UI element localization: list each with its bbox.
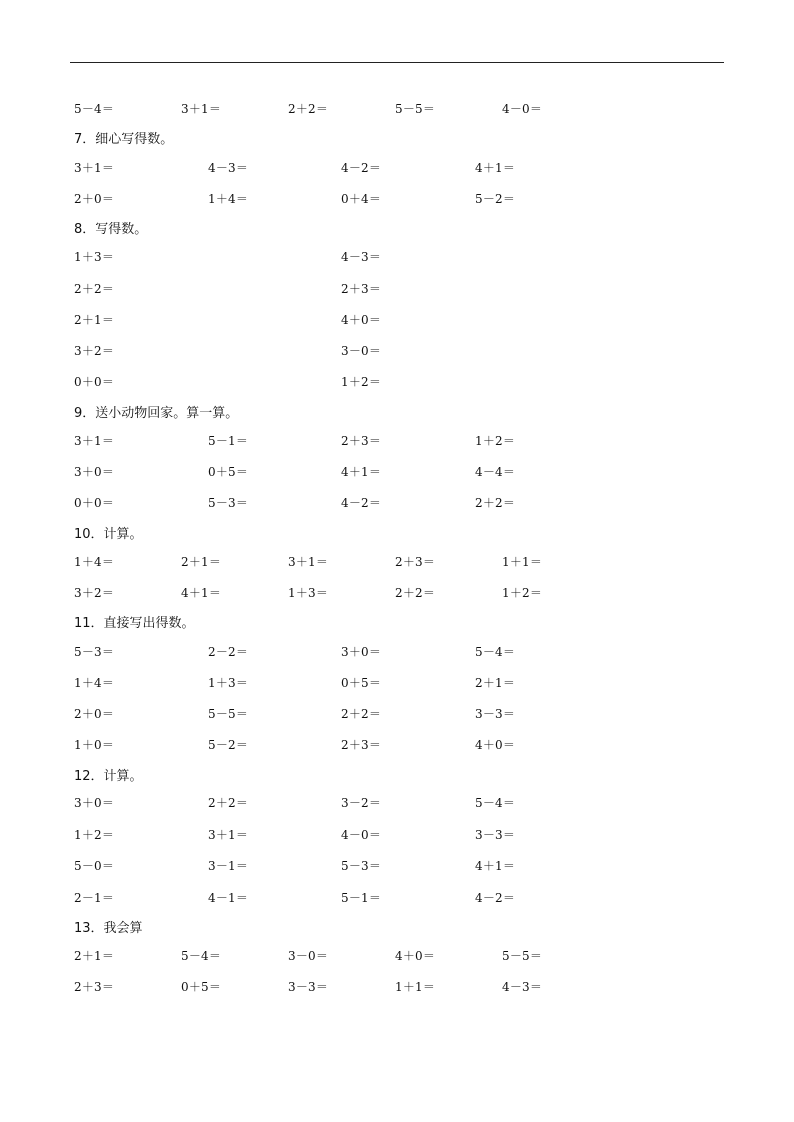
- math-problem: 5－5＝: [208, 707, 249, 721]
- math-problem: 3＋1＝: [181, 102, 222, 116]
- math-problem: 1＋2＝: [74, 828, 115, 842]
- math-problem: 4＋0＝: [341, 313, 382, 327]
- math-problem: 3＋1＝: [74, 434, 115, 448]
- math-problem: 4－0＝: [502, 102, 543, 116]
- math-problem: 3－0＝: [341, 344, 382, 358]
- math-problem: 5－3＝: [74, 645, 115, 659]
- math-problem: 2＋1＝: [74, 313, 115, 327]
- math-problem: 2＋2＝: [475, 496, 516, 510]
- math-problem: 1＋4＝: [208, 192, 249, 206]
- math-problem: 3－3＝: [475, 828, 516, 842]
- section-heading: 8．写得数。: [74, 222, 148, 237]
- math-problem: 5－4＝: [475, 645, 516, 659]
- math-problem: 5－3＝: [341, 859, 382, 873]
- math-problem: 2＋1＝: [475, 676, 516, 690]
- section-heading: 12．计算。: [74, 769, 143, 784]
- math-problem: 3＋0＝: [74, 796, 115, 810]
- math-problem: 4－2＝: [475, 891, 516, 905]
- math-problem: 2＋3＝: [74, 980, 115, 994]
- math-problem: 2＋2＝: [341, 707, 382, 721]
- math-problem: 2＋0＝: [74, 707, 115, 721]
- math-problem: 5－1＝: [208, 434, 249, 448]
- math-problem: 4＋1＝: [475, 161, 516, 175]
- math-problem: 0＋5＝: [341, 676, 382, 690]
- math-problem: 2－1＝: [74, 891, 115, 905]
- math-problem: 2－2＝: [208, 645, 249, 659]
- math-problem: 2＋2＝: [288, 102, 329, 116]
- math-problem: 4－4＝: [475, 465, 516, 479]
- section-heading: 7．细心写得数。: [74, 132, 174, 147]
- math-problem: 4＋1＝: [475, 859, 516, 873]
- math-problem: 5－1＝: [341, 891, 382, 905]
- math-problem: 4－3＝: [502, 980, 543, 994]
- math-problem: 2＋2＝: [395, 586, 436, 600]
- math-problem: 3＋0＝: [341, 645, 382, 659]
- math-problem: 1＋4＝: [74, 555, 115, 569]
- math-problem: 4＋0＝: [475, 738, 516, 752]
- math-problem: 0＋4＝: [341, 192, 382, 206]
- math-problem: 3＋2＝: [74, 586, 115, 600]
- math-problem: 1＋3＝: [208, 676, 249, 690]
- math-problem: 2＋2＝: [208, 796, 249, 810]
- math-problem: 2＋3＝: [395, 555, 436, 569]
- math-problem: 4－2＝: [341, 161, 382, 175]
- math-problem: 3－3＝: [475, 707, 516, 721]
- math-problem: 1＋2＝: [341, 375, 382, 389]
- math-problem: 3－2＝: [341, 796, 382, 810]
- math-problem: 2＋2＝: [74, 282, 115, 296]
- math-problem: 4＋0＝: [395, 949, 436, 963]
- math-problem: 0＋5＝: [181, 980, 222, 994]
- section-heading: 13．我会算: [74, 921, 143, 936]
- math-problem: 4－1＝: [208, 891, 249, 905]
- math-problem: 0＋0＝: [74, 496, 115, 510]
- math-problem: 1＋1＝: [502, 555, 543, 569]
- math-problem: 3＋1＝: [74, 161, 115, 175]
- math-problem: 3＋0＝: [74, 465, 115, 479]
- math-problem: 1＋1＝: [395, 980, 436, 994]
- math-problem: 1＋3＝: [74, 250, 115, 264]
- math-problem: 5－4＝: [74, 102, 115, 116]
- math-problem: 5－0＝: [74, 859, 115, 873]
- section-heading: 11．直接写出得数。: [74, 616, 195, 631]
- math-problem: 5－5＝: [502, 949, 543, 963]
- section-heading: 9．送小动物回家。算一算。: [74, 406, 239, 421]
- math-problem: 2＋3＝: [341, 434, 382, 448]
- math-problem: 1＋3＝: [288, 586, 329, 600]
- math-problem: 5－4＝: [475, 796, 516, 810]
- math-problem: 5－2＝: [208, 738, 249, 752]
- math-problem: 0＋0＝: [74, 375, 115, 389]
- math-problem: 4－2＝: [341, 496, 382, 510]
- header-rule: [70, 62, 724, 63]
- math-problem: 4－0＝: [341, 828, 382, 842]
- math-problem: 2＋3＝: [341, 738, 382, 752]
- math-problem: 3＋2＝: [74, 344, 115, 358]
- math-problem: 4＋1＝: [341, 465, 382, 479]
- math-problem: 5－4＝: [181, 949, 222, 963]
- math-problem: 4＋1＝: [181, 586, 222, 600]
- math-problem: 5－2＝: [475, 192, 516, 206]
- math-problem: 1＋4＝: [74, 676, 115, 690]
- math-problem: 2＋0＝: [74, 192, 115, 206]
- math-problem: 3＋1＝: [208, 828, 249, 842]
- math-problem: 5－5＝: [395, 102, 436, 116]
- math-problem: 5－3＝: [208, 496, 249, 510]
- math-problem: 2＋3＝: [341, 282, 382, 296]
- math-problem: 1＋2＝: [475, 434, 516, 448]
- math-problem: 3－3＝: [288, 980, 329, 994]
- math-problem: 2＋1＝: [74, 949, 115, 963]
- section-heading: 10．计算。: [74, 527, 143, 542]
- math-problem: 3＋1＝: [288, 555, 329, 569]
- math-problem: 0＋5＝: [208, 465, 249, 479]
- math-problem: 1＋0＝: [74, 738, 115, 752]
- math-problem: 4－3＝: [341, 250, 382, 264]
- math-problem: 3－1＝: [208, 859, 249, 873]
- math-problem: 2＋1＝: [181, 555, 222, 569]
- math-problem: 3－0＝: [288, 949, 329, 963]
- math-problem: 1＋2＝: [502, 586, 543, 600]
- math-problem: 4－3＝: [208, 161, 249, 175]
